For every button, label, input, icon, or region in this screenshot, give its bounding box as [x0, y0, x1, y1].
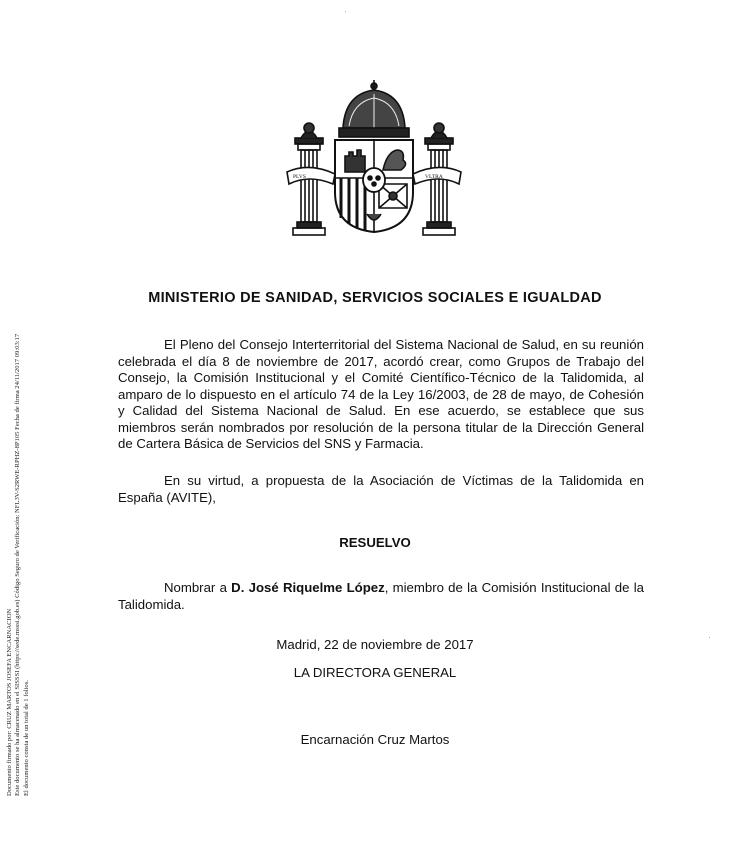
stamp-line-signed-by: Documento firmado por: CRUZ MARTOS JOSEFA ENCARNACION	[6, 608, 13, 796]
resolution-heading: RESUELVO	[339, 535, 411, 550]
stamp-line-folios: El documento consta de un total de 1 folios.	[22, 680, 30, 796]
appointment-suffix: , miembro de la Comisión Institucional de la Talidomida.	[118, 580, 644, 612]
shield	[335, 140, 413, 232]
signatory-role: LA DIRECTORA GENERAL	[293, 665, 457, 680]
scan-speck: ·	[344, 6, 347, 16]
motto-right: VLTRA	[425, 174, 443, 180]
paragraph-propuesta: En su virtud, a propuesta de la Asociación de Víctimas de la Talidomida en España (AVITE),	[118, 473, 644, 505]
paragraph-consejo: El Pleno del Consejo Interterritorial del Sistema Nacional de Salud, en su reunión celebrada el día 8 de noviembre de 2017, acordó crear, como Grupos de Trabajo del Consejo, la Comisión Institucional y el Comité Científico-Técnico de la Talidomida, al amparo de lo dispuesto en el artículo 74 de la Ley 16/2003, de 28 de mayo, de Cohesión y Calidad del Sistema Nacional de Salud. En ese acuerdo, se establece que sus miembros serán nombrados por resolución de la persona titular de la Dirección General de Cartera Básica de Servicios del SNS y Farmacia.	[118, 337, 644, 451]
ministry-heading: MINISTERIO DE SANIDAD, SERVICIOS SOCIALES E IGUALDAD	[148, 290, 602, 306]
appointment-paragraph	[118, 580, 644, 613]
appointment-prefix: Nombrar a	[164, 580, 232, 595]
motto-left: PLVS	[293, 174, 306, 180]
coat-of-arms-emblem	[283, 80, 465, 240]
appointee-name: D. José Riquelme López	[231, 580, 385, 595]
place-date: Madrid, 22 de noviembre de 2017	[276, 637, 474, 652]
stamp-line-verification: Este documento se ha almacenado en el SISSSI (https://sede.msssi.gob.es) Código Seguro de Verificación: NFL3V-S2RWE-RPHZ-8P105 Fecha de firma 24/11/2017 09:03:17	[14, 333, 22, 796]
electronic-signature-stamp	[6, 296, 31, 796]
scan-speck: ·	[708, 632, 711, 642]
royal-crown	[339, 80, 409, 137]
signatory-name: Encarnación Cruz Martos	[300, 732, 450, 747]
